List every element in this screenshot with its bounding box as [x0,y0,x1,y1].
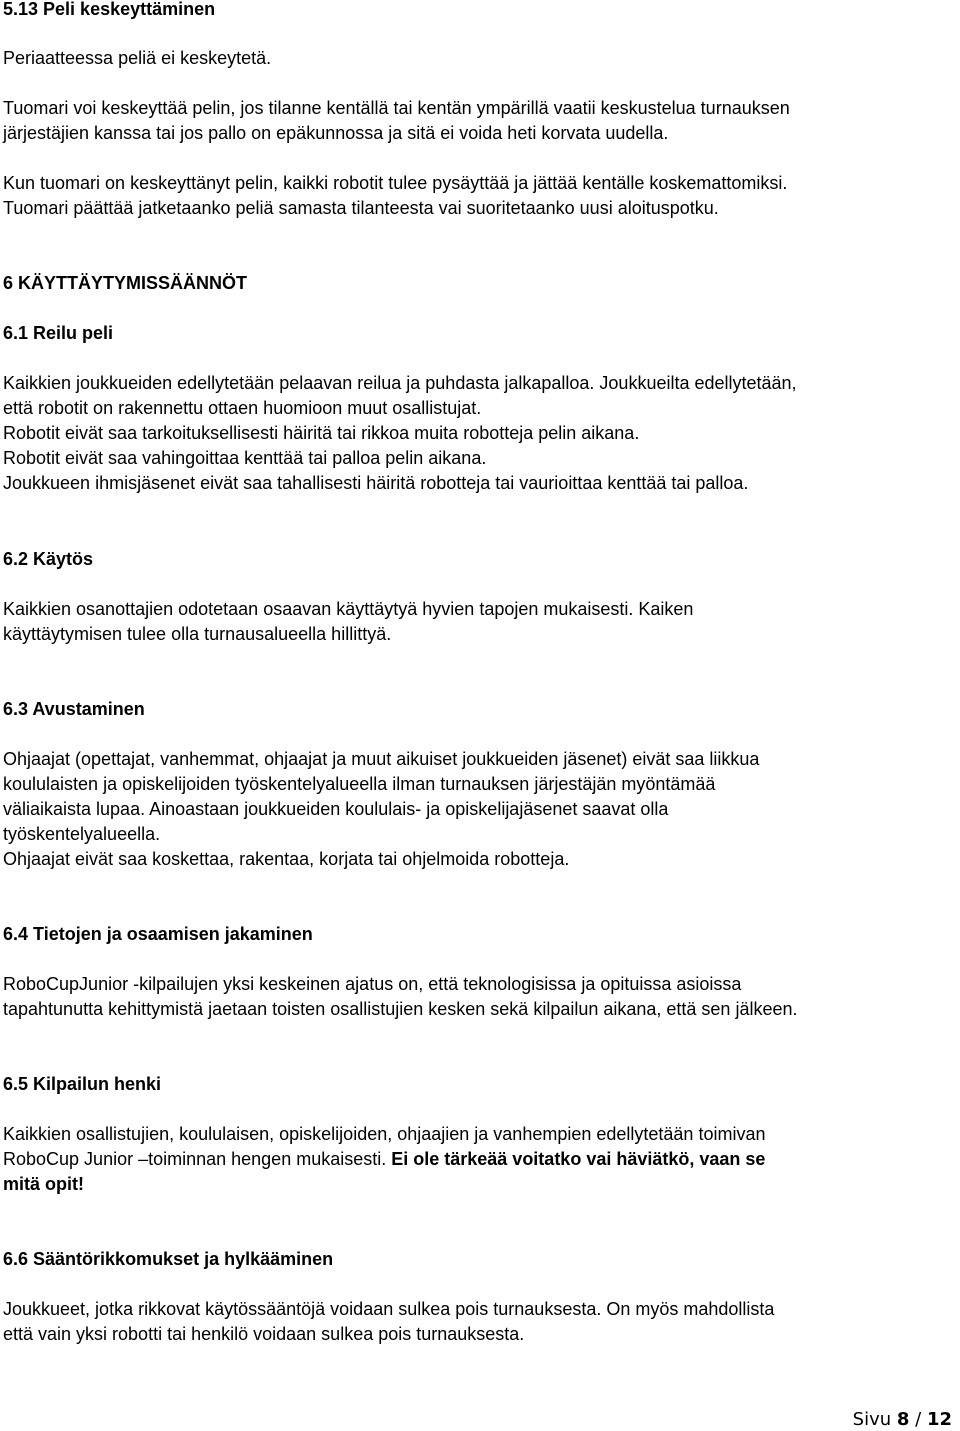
section-6-1-body [3,371,797,496]
paragraph-line: Robotit eivät saa tarkoituksellisesti häiritä tai rikkoa muita robotteja pelin aikana. [3,423,640,443]
section-5-13-heading: 5.13 Peli keskeyttäminen [3,0,216,19]
paragraph-text: RoboCup Junior –toiminnan hengen mukaisesti. [3,1149,392,1169]
section-6-3-body [3,747,759,872]
emphasis-line: mitä opit! [3,1174,84,1194]
paragraph-line: Joukkueen ihmisjäsenet eivät saa tahallisesti häiritä robotteja tai vaurioittaa kenttää tai palloa. [3,473,749,493]
section-5-13-paragraph-1: Periaatteessa peliä ei keskeytetä. [3,48,272,68]
paragraph-line: Kaikkien joukkueiden edellytetään pelaavan reilua ja puhdasta jalkapalloa. Joukkueilta edellytetään, [3,373,797,393]
chapter-6-heading: 6 KÄYTTÄYTYMISSÄÄNNÖT [3,273,248,293]
section-6-6-body [3,1297,774,1347]
paragraph-line: Ohjaajat eivät saa koskettaa, rakentaa, korjata tai ohjelmoida robotteja. [3,849,570,869]
paragraph-line: Robotit eivät saa vahingoittaa kenttää tai palloa pelin aikana. [3,448,487,468]
paragraph-line: Tuomari päättää jatketaanko peliä samasta tilanteesta vai suoritetaanko uusi aloituspotku. [3,198,719,218]
page-separator: / [909,1409,927,1430]
section-5-13-paragraph-3 [3,171,787,221]
section-6-3-heading: 6.3 Avustaminen [3,699,145,719]
section-6-6-heading: 6.6 Sääntörikkomukset ja hylkääminen [3,1249,334,1269]
section-6-2-heading: 6.2 Käytös [3,549,94,569]
paragraph-line: järjestäjien kanssa tai jos pallo on epäkunnossa ja sitä ei voida heti korvata uudella. [3,123,669,143]
section-6-5-body [3,1122,765,1197]
total-pages: 12 [926,1409,952,1430]
paragraph-line: väliaikaista lupaa. Ainoastaan joukkueiden koululais- ja opiskelijajäsenet saavat olla [3,799,669,819]
paragraph-line: koululaisten ja opiskelijoiden työskentelyalueella ilman turnauksen järjestäjän myöntämää [3,774,716,794]
paragraph-line: Tuomari voi keskeyttää pelin, jos tilanne kentällä tai kentän ympärillä vaatii keskustelua turnauksen [3,98,790,118]
emphasis-text: Ei ole tärkeää voitatko vai häviätkö, vaan se [391,1149,766,1169]
paragraph-line: että robotit on rakennettu ottaen huomioon muut osallistujat. [3,398,482,418]
paragraph-line: Kun tuomari on keskeyttänyt pelin, kaikki robotit tulee pysäyttää ja jättää kentälle koskemattomiksi. [3,173,788,193]
paragraph-line: Ohjaajat (opettajat, vanhemmat, ohjaajat ja muut aikuiset joukkueiden jäsenet) eivät saa liikkua [3,749,760,769]
section-6-5-heading: 6.5 Kilpailun henki [3,1074,162,1094]
page-label: Sivu [852,1409,897,1430]
page-number [853,1409,952,1431]
section-6-4-body [3,972,798,1022]
paragraph-line: Joukkueet, jotka rikkovat käytössääntöjä voidaan sulkea pois turnauksesta. On myös mahdollista [3,1299,775,1319]
paragraph-line: Kaikkien osallistujien, koululaisen, opiskelijoiden, ohjaajien ja vanhempien edellytetään toimivan [3,1124,766,1144]
section-5-13-paragraph-2 [3,96,790,146]
current-page: 8 [896,1409,910,1430]
paragraph-line: tapahtunutta kehittymistä jaetaan toisten osallistujien kesken sekä kilpailun aikana, että sen jälkeen. [3,999,798,1019]
paragraph-line: että vain yksi robotti tai henkilö voidaan sulkea pois turnauksesta. [3,1324,525,1344]
paragraph-line: Kaikkien osanottajien odotetaan osaavan käyttäytyä hyvien tapojen mukaisesti. Kaiken [3,599,694,619]
paragraph-line [3,1147,765,1172]
section-6-4-heading: 6.4 Tietojen ja osaamisen jakaminen [3,924,313,944]
paragraph-line: työskentelyalueella. [3,824,161,844]
section-6-2-body [3,597,693,647]
paragraph-line: käyttäytymisen tulee olla turnausalueella hillittyä. [3,624,392,644]
paragraph-line: RoboCupJunior -kilpailujen yksi keskeinen ajatus on, että teknologisissa ja opituissa asioissa [3,974,742,994]
section-6-1-heading: 6.1 Reilu peli [3,323,114,343]
